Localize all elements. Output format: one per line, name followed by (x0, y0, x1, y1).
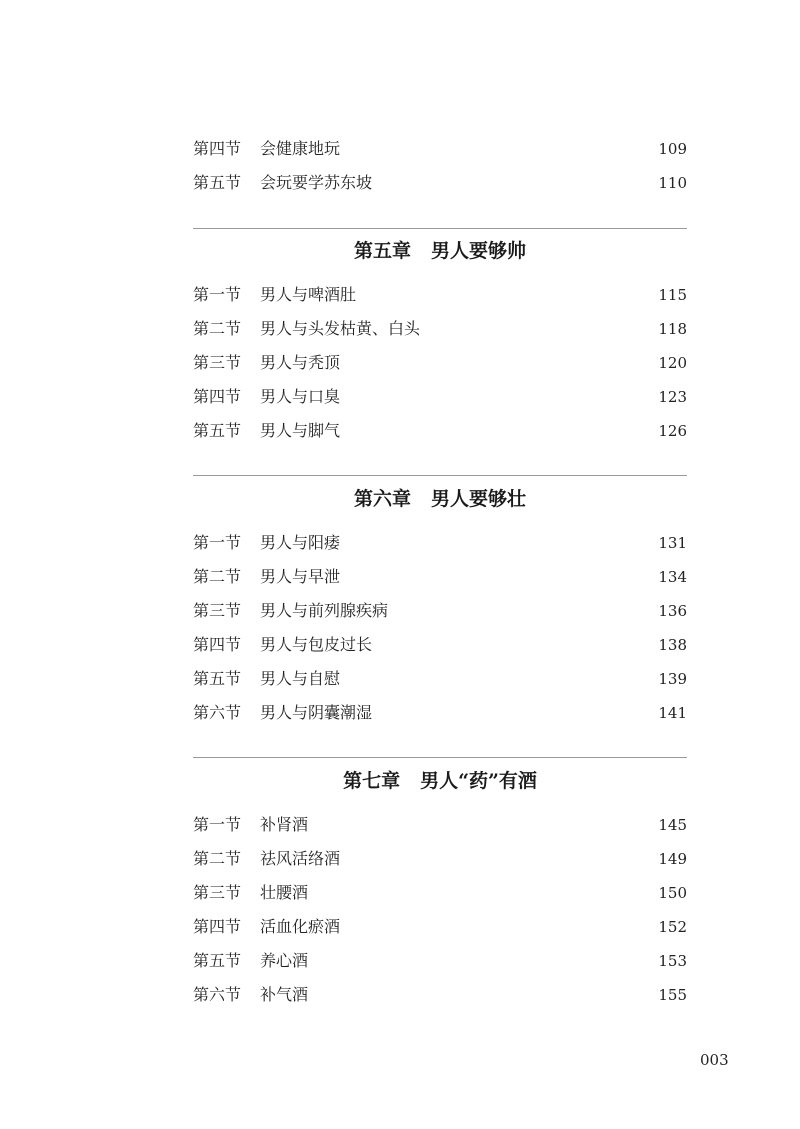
section-number: 第三节 (193, 601, 242, 620)
chapter-divider (193, 475, 687, 476)
toc-entry[interactable] (193, 914, 687, 940)
section-title: 男人与阳痿 (260, 533, 341, 552)
page-ref: 123 (658, 388, 687, 406)
chapter-title: 男人要够壮 (431, 488, 527, 510)
toc-entry[interactable] (193, 666, 687, 692)
section-number: 第四节 (193, 917, 242, 936)
page-ref: 150 (658, 884, 687, 902)
chapter-number: 第六章 (353, 488, 411, 510)
toc-entry[interactable] (193, 948, 687, 974)
section-number: 第二节 (193, 567, 242, 586)
section-title: 男人与脚气 (260, 421, 341, 440)
section-number: 第五节 (193, 669, 242, 688)
section-title: 男人与自慰 (260, 669, 341, 688)
section-number: 第六节 (193, 703, 242, 722)
section-title: 男人与阴囊潮湿 (260, 703, 373, 722)
page-ref: 139 (658, 670, 687, 688)
toc-entry[interactable] (193, 170, 687, 196)
toc-entry[interactable] (193, 812, 687, 838)
section-title: 男人与前列腺疾病 (260, 601, 389, 620)
section-number: 第一节 (193, 285, 242, 304)
section-title: 补肾酒 (260, 815, 309, 834)
chapter-number: 第五章 (353, 240, 411, 262)
section-title: 祛风活络酒 (260, 849, 341, 868)
page-ref: 120 (658, 354, 687, 372)
section-number: 第三节 (193, 353, 242, 372)
section-title: 活血化瘀酒 (260, 917, 341, 936)
toc-entry[interactable] (193, 564, 687, 590)
chapter-divider (193, 757, 687, 758)
section-title: 男人与早泄 (260, 567, 341, 586)
section-title: 会玩要学苏东坡 (260, 173, 373, 192)
chapter-divider (193, 228, 687, 229)
toc-entry[interactable] (193, 598, 687, 624)
page-ref: 153 (658, 952, 687, 970)
section-title: 男人与头发枯黄、白头 (260, 319, 421, 338)
page-ref: 134 (658, 568, 687, 586)
section-number: 第一节 (193, 533, 242, 552)
page-number: 003 (700, 1051, 729, 1069)
section-number: 第四节 (193, 387, 242, 406)
section-number: 第六节 (193, 985, 242, 1004)
section-number: 第五节 (193, 173, 242, 192)
page-ref: 152 (658, 918, 687, 936)
chapter-title: 男人要够帅 (431, 240, 527, 262)
toc-entry[interactable] (193, 632, 687, 658)
section-title: 男人与包皮过长 (260, 635, 373, 654)
page-ref: 126 (658, 422, 687, 440)
section-number: 第三节 (193, 883, 242, 902)
toc-entry[interactable] (193, 316, 687, 342)
section-number: 第五节 (193, 951, 242, 970)
toc-entry[interactable] (193, 880, 687, 906)
section-title: 养心酒 (260, 951, 309, 970)
page-ref: 149 (658, 850, 687, 868)
section-title: 男人与啤酒肚 (260, 285, 357, 304)
toc-entry[interactable] (193, 982, 687, 1008)
section-title: 壮腰酒 (260, 883, 309, 902)
page-ref: 145 (658, 816, 687, 834)
section-number: 第五节 (193, 421, 242, 440)
toc-entry[interactable] (193, 282, 687, 308)
toc-entry[interactable] (193, 846, 687, 872)
chapter-title: 男人“药”有酒 (420, 770, 537, 792)
chapter-heading[interactable] (193, 484, 687, 514)
page-ref: 110 (658, 174, 687, 192)
toc-entry[interactable] (193, 530, 687, 556)
section-title: 男人与秃顶 (260, 353, 341, 372)
section-title: 会健康地玩 (260, 139, 341, 158)
section-number: 第四节 (193, 139, 242, 158)
page-ref: 136 (658, 602, 687, 620)
toc-entry[interactable] (193, 700, 687, 726)
toc-entry[interactable] (193, 350, 687, 376)
section-number: 第四节 (193, 635, 242, 654)
toc-entry[interactable] (193, 384, 687, 410)
page-ref: 141 (658, 704, 687, 722)
toc-entry[interactable] (193, 418, 687, 444)
section-title: 补气酒 (260, 985, 309, 1004)
chapter-heading[interactable] (193, 766, 687, 796)
section-number: 第一节 (193, 815, 242, 834)
chapter-number: 第七章 (343, 770, 401, 792)
section-number: 第二节 (193, 849, 242, 868)
section-title: 男人与口臭 (260, 387, 341, 406)
page-ref: 118 (658, 320, 687, 338)
page-ref: 131 (658, 534, 687, 552)
page-ref: 109 (658, 140, 687, 158)
page-ref: 115 (658, 286, 687, 304)
page-ref: 138 (658, 636, 687, 654)
toc-entry[interactable] (193, 136, 687, 162)
section-number: 第二节 (193, 319, 242, 338)
page-ref: 155 (658, 986, 687, 1004)
chapter-heading[interactable] (193, 236, 687, 266)
